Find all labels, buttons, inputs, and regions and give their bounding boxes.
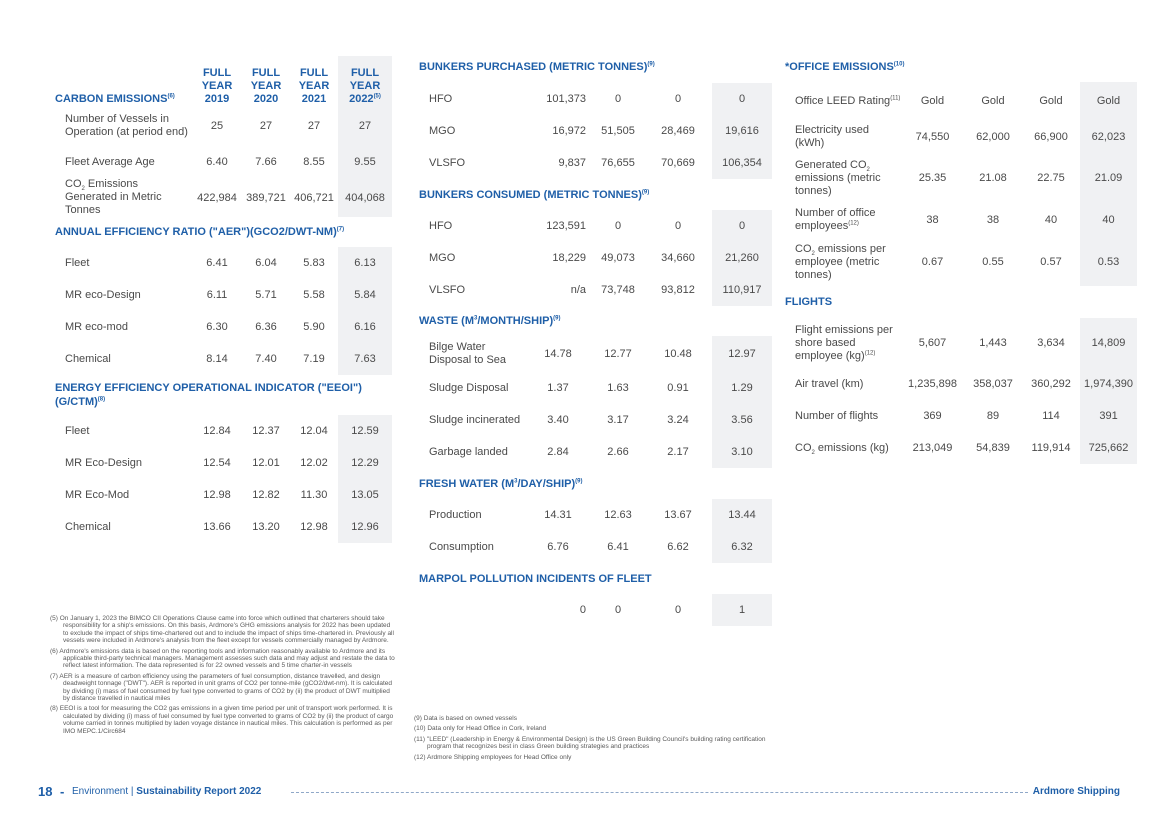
waste-title: WASTE $(M^3/MONTH/SHIP)^{(9)}$ [419,315,561,327]
cell-2019: 6.30 [206,321,228,333]
table-row [785,432,1137,464]
row-label: $CO_2$ Emissions Generated in Metric Tonnes [65,178,162,216]
cell-2021: 12.02 [300,457,328,469]
row-label: Fleet [65,256,90,269]
table-row [50,311,392,343]
cell-2021: 13.67 [664,509,692,521]
cell-2020: 0 [614,93,622,105]
table-row [50,415,392,447]
cell-2021: 11.30 [300,489,328,501]
cell-2021: 22.75 [1037,172,1065,184]
cell-2020: 51,505 [601,125,635,137]
page-number-dash: - [60,784,65,799]
row-label: Chemical [65,520,111,533]
aer-title: ANNUAL EFFICIENCY RATIO $("AER")(GCO2/DWT-NM)^{(7)}$ [55,226,345,238]
cell-2020: 12.37 [252,425,280,437]
table-row [414,404,772,436]
cell-2020: 12.82 [252,489,280,501]
cell-2019: 18,229 [552,252,586,264]
table-row [414,594,772,626]
cell-2019: 369 [923,410,942,422]
row-label: MR eco-Design [65,288,141,301]
cell-2020: 62,000 [976,131,1010,143]
table-row [50,146,392,178]
marpol-title: MARPOL POLLUTION INCIDENTS OF FLEET [419,572,652,585]
footnote: (5) On January 1, 2023 the BIMCO CII Operations Clause came into force which outlined that charterers should take responsibility for a ship's emissions. On this basis, Ardmore's GHG emissions analysis for 2022 has been updated to exclude the impact of ships time-chartered out and to include the impact of ships time-chartered in. Previously all vessels were included in Ardmore's analysis from the fleet except for vessels commercially managed by Ardmore. [50,615,394,645]
page-number: 18 [38,784,53,799]
cell-2022: 21,260 [712,242,772,274]
cell-2022: 6.13 [338,247,392,279]
section-name: Environment [72,786,129,797]
table-row [414,115,772,147]
cell-2022: 5.84 [338,279,392,311]
row-label: Air travel (km) [795,377,864,390]
cell-2022: 0 [712,83,772,115]
row-label: Flight emissions per shore based employee (kg)$^{(12)}$ [795,323,893,362]
table-row [414,436,772,468]
table-row [414,242,772,274]
cell-2022: 0 [712,210,772,242]
cell-2020: 21.08 [979,172,1007,184]
cell-2022: 6.32 [712,531,772,563]
row-label: MR Eco-Mod [65,488,130,501]
cell-2019: 6.76 [547,541,569,553]
footer-section [72,786,261,797]
footnote: (10) Data only for Head Office in Cork, Ireland [414,725,547,733]
cell-2019: 74,550 [915,131,950,143]
cell-2019: 6.40 [206,156,228,168]
row-label: Office LEED Rating$^{(11)}$ [795,94,901,107]
cell-2019: 16,972 [552,125,586,137]
cell-2022: 1.29 [712,372,772,404]
cell-2022: 1,974,390 [1080,368,1137,400]
cell-2022: 12.96 [338,511,392,543]
cell-2021: 70,669 [661,157,695,169]
cell-2021: 12.04 [300,425,328,437]
cell-2020: 0 [614,220,622,232]
row-label: $CO_2$ emissions (kg) [795,441,889,456]
cell-2022: 12.59 [338,415,392,447]
cell-2021: 0 [674,220,682,232]
row-label: Electricity used (kWh) [795,124,869,149]
row-label: MGO [429,251,456,264]
cell-2022: 391 [1080,400,1137,432]
cell-2020: 389,721 [246,191,286,204]
cell-2022: 62,023 [1080,120,1137,154]
cell-2021: 7.19 [303,353,325,365]
cell-2021: 0 [674,604,682,616]
carbon-emissions-table [50,56,392,543]
cell-2022: 3.10 [712,436,772,468]
row-label: Fleet [65,424,90,437]
table-row [785,400,1137,432]
cell-2022: 9.55 [338,146,392,178]
table-row [414,531,772,563]
footnote: (12) Ardmore Shipping employees for Head Office only [414,753,572,761]
bunkers-waste-table [414,56,772,626]
carbon-emissions-title: CARBON EMISSIONS$^{(6)}$ [55,93,175,105]
bunkers-consumed-title: BUNKERS CONSUMED (METRIC TONNES)$^{(9)}$ [419,188,650,201]
office-flights-column [785,56,1137,464]
footnote: (6) Ardmore's emissions data is based on the reporting tools and information reasonably available to Ardmore and its applicable third-party technical managers. Management assesses such data and may adjust and restate the data to reflect latest information. The data represented is for 22 owned vessels and 5 time charter-in vessels [50,647,395,670]
cell-2020: 6.36 [255,321,277,333]
row-label: $CO_2$ emissions per employee (metric tonnes) [795,242,886,281]
row-label: MR eco-mod [65,320,128,333]
cell-2019: 9,837 [558,157,586,169]
table-row [50,178,392,217]
cell-2022: Gold [1080,82,1137,120]
cell-2019: 1,235,898 [908,378,957,390]
footnote: (8) EEOI is a tool for measuring the CO2 gas emissions in a given time period per unit of transport work performed. It is calculated by dividing (i) mass of fuel consumed by fuel type converted to grams of CO2 by (ii) the product of cargo volume carried in tonnes multiplied by laden voyage distance in nautical miles. This calculation is performed as per IMO MEPC.1/Circ684 [50,705,394,735]
cell-2020: 6.41 [607,541,629,553]
row-label: MGO [429,124,456,137]
cell-2021: 5.58 [303,289,325,301]
cell-2021: 93,812 [661,284,695,296]
bunkers-purchased-title: BUNKERS PURCHASED (METRIC TONNES)$^{(9)}$ [419,61,655,73]
cell-2019: 14.31 [544,509,572,521]
cell-2021: 10.48 [664,348,692,360]
cell-2020: 0 [614,604,622,616]
cell-2019: 25 [210,120,224,132]
cell-2019: 14.78 [544,348,572,360]
carbon-emissions-column [50,56,392,543]
page-footer [38,784,1120,800]
row-label: Generated $CO_2$ emissions (metric tonnes) [795,158,881,197]
office-flights-table [785,56,1137,464]
cell-2019: 422,984 [197,191,237,204]
table-row [50,511,392,543]
table-row [785,202,1137,238]
table-row [50,479,392,511]
table-row [50,279,392,311]
row-label: Consumption [429,540,494,553]
cell-2021: 3.24 [667,414,689,426]
cell-2021: 360,292 [1031,378,1071,390]
cell-2020: 49,073 [601,252,635,264]
cell-2019: 6.11 [206,289,228,301]
cell-2019: 0.67 [921,256,944,268]
cell-2019: 38 [926,214,939,226]
footnote: (11) "LEED" (Leadership in Energy & Environmental Design) is the US Green Building Council's building rating certification program that recognizes best in class Green building strategies and practices [414,735,766,751]
cell-2020: 2.66 [607,446,629,458]
row-label: Sludge Disposal [429,381,509,394]
cell-2022: 3.56 [712,404,772,436]
cell-2020: 1,443 [979,337,1007,349]
cell-2021: 0.91 [667,382,689,394]
cell-2021: 28,469 [661,125,695,137]
footnotes-left [50,615,395,738]
cell-2022: 12.29 [338,447,392,479]
cell-2022: 106,354 [712,147,772,179]
table-row [785,82,1137,120]
cell-2020: 1.63 [607,382,629,394]
cell-2021: 12.98 [300,521,328,533]
row-label: HFO [429,92,453,105]
cell-2019: 101,373 [546,93,586,105]
cell-2020: 5.71 [255,289,277,301]
cell-2022: 40 [1080,202,1137,238]
table-row [785,154,1137,202]
cell-2020: 89 [986,410,1000,422]
row-label [414,594,524,626]
cell-2019: 5,607 [918,337,947,349]
cell-2022: 6.16 [338,311,392,343]
cell-2020: 12.01 [252,457,280,469]
cell-2020: 7.66 [255,156,277,168]
cell-2019: 2.84 [547,446,569,458]
cell-2020: 54,839 [976,442,1010,454]
cell-2021: 66,900 [1034,131,1068,143]
cell-2021: 3,634 [1037,337,1065,349]
report-name: Sustainability Report 2022 [136,786,262,797]
cell-2021: 0 [674,93,682,105]
office-emissions-title: *OFFICE EMISSIONS$^{(10)}$ [785,61,905,73]
row-label: HFO [429,219,453,232]
cell-2021: 6.62 [667,541,689,553]
cell-2021: 27 [307,120,321,132]
bunkers-waste-column [414,56,772,626]
cell-2021: 40 [1044,214,1058,226]
table-row [785,238,1137,286]
header-2019: FULL YEAR 2019 [201,67,233,105]
cell-2021: 119,914 [1031,442,1071,454]
cell-2019: 6.41 [206,257,228,269]
table-row [414,372,772,404]
cell-2020: 3.17 [607,414,629,426]
fresh-water-title: FRESH WATER $(M^3/DAY/SHIP)^{(9)}$ [419,477,583,490]
cell-2019: 8.14 [206,353,228,365]
section-separator: | [128,786,137,797]
cell-2019: 12.54 [203,457,231,469]
cell-2022: 27 [338,106,392,146]
cell-2022: 1 [712,594,772,626]
cell-2020: 73,748 [601,284,635,296]
cell-2021: 34,660 [661,252,695,264]
cell-2021: 5.83 [303,257,325,269]
company-name: Ardmore Shipping [1032,786,1120,797]
row-label: Fleet Average Age [65,155,155,168]
cell-2020: Gold [981,95,1005,107]
table-row [50,247,392,279]
cell-2019: 1.37 [547,382,569,394]
cell-2019: 25.35 [918,172,947,184]
cell-2022: 13.05 [338,479,392,511]
row-label: Production [429,508,482,521]
cell-2021: 406,721 [294,191,334,204]
cell-2021: Gold [1039,95,1063,107]
cell-2019: 13.66 [203,521,231,533]
table-row [414,274,772,306]
table-row [50,106,392,146]
cell-2020: 13.20 [252,521,280,533]
table-row [785,368,1137,400]
cell-2019: n/a [570,284,586,296]
row-label: VLSFO [429,156,466,169]
cell-2020: 358,037 [973,378,1013,390]
cell-2022: 7.63 [338,343,392,375]
header-2022: FULL YEAR 2022$^{(5)}$ [338,56,392,106]
cell-2020: 7.40 [255,353,277,365]
row-label: VLSFO [429,283,466,296]
header-2020: FULL YEAR 2020 [250,67,282,105]
row-label: Number of office employees$^{(12)}$ [795,207,876,232]
cell-2022: 0.53 [1080,238,1137,286]
row-label: Number of flights [795,409,879,422]
cell-2021: 5.90 [303,321,325,333]
table-row [50,447,392,479]
eeoi-title: ENERGY EFFICIENCY OPERATIONAL INDICATOR $("EEOI")(G/CTM)^{(8)}$ [55,382,362,408]
cell-2019: 0 [579,604,586,616]
table-row [414,336,772,372]
table-row [785,120,1137,154]
cell-2021: 0.57 [1040,256,1062,268]
row-label: Garbage landed [429,445,508,458]
table-row [414,147,772,179]
cell-2020: 12.77 [604,348,632,360]
cell-2022: 19,616 [712,115,772,147]
cell-2022: 21.09 [1080,154,1137,202]
row-label: Chemical [65,352,111,365]
cell-2020: 76,655 [601,157,635,169]
cell-2021: 114 [1042,410,1060,422]
cell-2020: 0.55 [982,256,1004,268]
row-label: Bilge Water Disposal to Sea [429,341,507,366]
footnote: (9) Data is based on owned vessels [414,715,517,722]
cell-2022: 110,917 [712,274,772,306]
table-row [50,343,392,375]
table-row [414,210,772,242]
cell-2022: 725,662 [1080,432,1137,464]
cell-2020: 12.63 [604,509,632,521]
cell-2022: 404,068 [338,178,392,217]
header-2021: FULL YEAR 2021 [298,67,330,105]
cell-2020: 6.04 [255,257,277,269]
cell-2019: Gold [920,95,945,107]
footer-divider [291,792,1028,793]
cell-2019: 3.40 [547,414,569,426]
cell-2022: 13.44 [712,499,772,531]
cell-2021: 8.55 [303,156,325,168]
cell-2019: 12.98 [203,489,231,501]
row-label: Sludge incinerated [429,413,521,426]
row-label: MR Eco-Design [65,456,143,469]
cell-2022: 12.97 [712,336,772,372]
flights-title: FLIGHTS [785,296,833,308]
cell-2021: 2.17 [667,446,689,458]
cell-2020: 27 [259,120,273,132]
footnotes-right [414,715,774,764]
footnote: (7) AER is a measure of carbon efficiency using the parameters of fuel consumption, distance travelled, and design deadweight tonnage ("DWT"). AER is reported in unit grams of CO2 per tonne-mile (gCO2/dwt-nm). It is calculated by dividing (i) mass of fuel consumed by fuel type converted to grams of CO2 by (ii) the product of DWT multiplied by distance travelled in nautical miles [50,672,393,703]
cell-2022: 14,809 [1080,318,1137,368]
table-row [414,499,772,531]
row-label: Number of Vessels in Operation (at period end) [65,113,188,138]
cell-2020: 38 [986,214,1000,226]
cell-2019: 12.84 [203,425,231,437]
cell-2019: 213,049 [912,442,953,454]
table-row [785,318,1137,368]
cell-2019: 123,591 [546,220,586,232]
table-row [414,83,772,115]
